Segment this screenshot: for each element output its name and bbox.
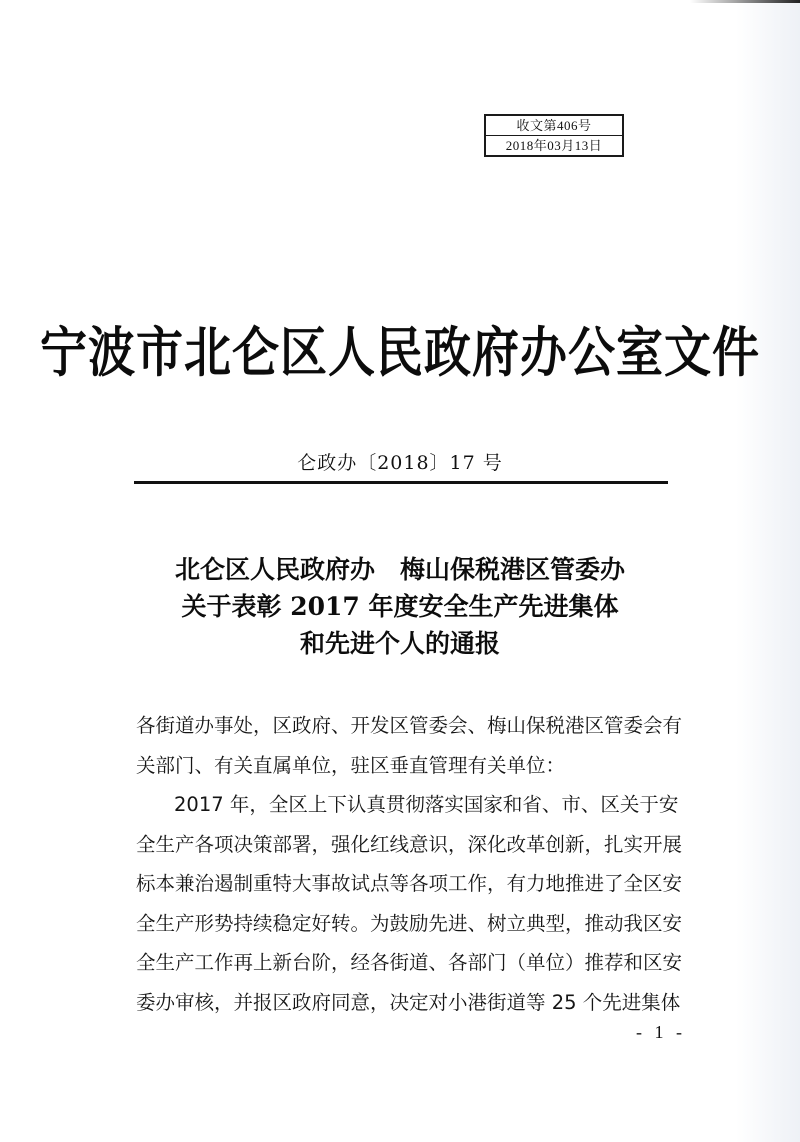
document-body <box>136 706 683 1022</box>
document-number: 仑政办〔2018〕17 号 <box>297 452 503 474</box>
receipt-number: 收文第406号 <box>516 118 592 133</box>
paragraph-line: 委办审核，并报区政府同意，决定对小港街道等 25 个先进集体 <box>136 990 681 1014</box>
title-line: 北仑区人民政府办 梅山保税港区管委办 <box>174 555 625 584</box>
title-line: 和先进个人的通报 <box>299 629 500 658</box>
paragraph-line: 全生产工作再上新台阶，经各街道、各部门（单位）推荐和区安 <box>136 951 683 974</box>
document-title <box>0 551 800 662</box>
title-line: 关于表彰 2017 年度安全生产先进集体 <box>181 592 619 621</box>
addressee-line: 各街道办事处，区政府、开发区管委会、梅山保税港区管委会有 <box>136 714 683 737</box>
page-number: - 1 - <box>636 1022 686 1042</box>
scan-edge-shadow <box>690 0 800 3</box>
issuer-title: 宁波市北仑区人民政府办公室文件 <box>40 321 760 385</box>
receipt-stamp <box>484 114 624 157</box>
paragraph-line: 全生产各项决策部署，强化红线意识，深化改革创新，扎实开展 <box>136 832 683 856</box>
receipt-date: 2018年03月13日 <box>486 135 622 155</box>
header-divider <box>134 481 668 484</box>
addressee-line: 关部门、有关直属单位，驻区垂直管理有关单位： <box>136 753 566 777</box>
paragraph-line: 标本兼治遏制重特大事故试点等各项工作，有力地推进了全区安 <box>136 872 683 895</box>
paragraph-line: 2017 年，全区上下认真贯彻落实国家和省、市、区关于安 <box>174 793 679 816</box>
paragraph-line: 全生产形势持续稳定好转。为鼓励先进、树立典型，推动我区安 <box>136 911 683 935</box>
